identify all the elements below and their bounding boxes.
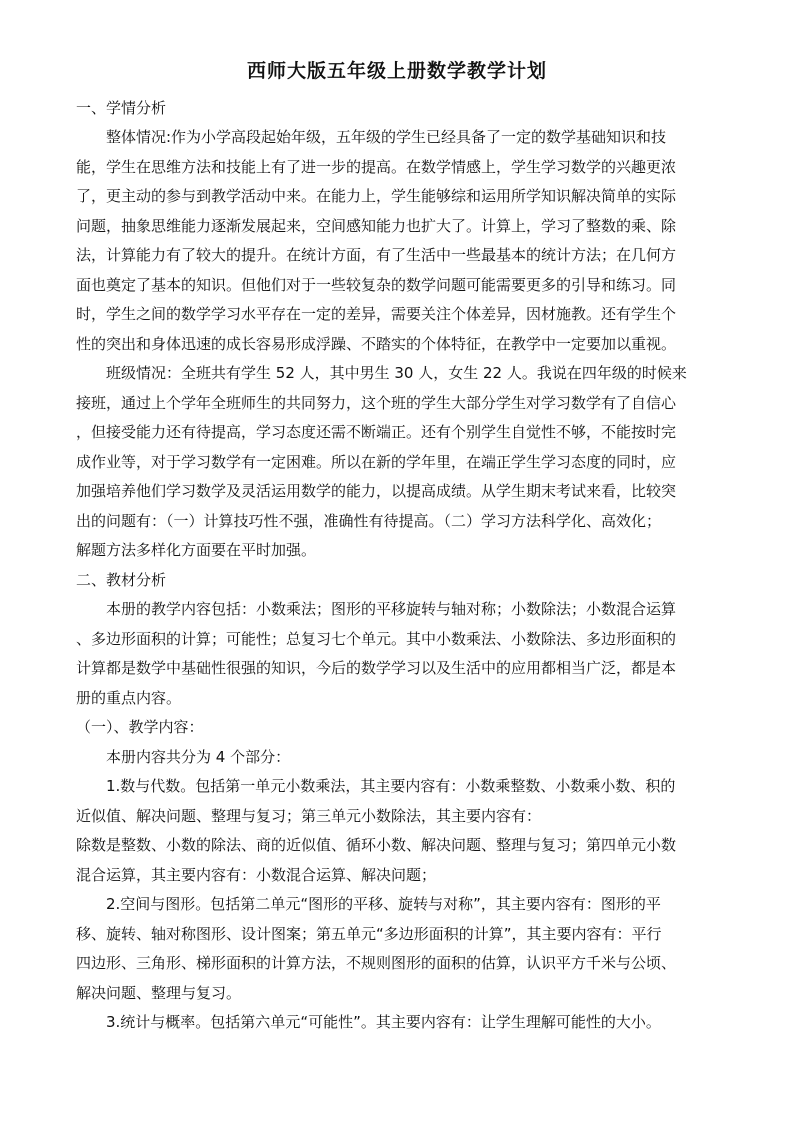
paragraph-line: 解决问题、整理与复习。 [76,984,242,1002]
paragraph-line: 班级情况：全班共有学生 52 人，其中男生 30 人，女生 22 人。我说在四年级的时候来 [106,364,687,382]
paragraph-line: 接班，通过上个学年全班师生的共同努力，这个班的学生大部分学生对学习数学有了自信心 [76,394,677,412]
paragraph-line: 能，学生在思维方法和技能上有了进一步的提高。在数学情感上，学生学习数学的兴趣更浓 [76,158,677,176]
paragraph-line: 法，计算能力有了较大的提升。在统计方面，有了生活中一些最基本的统计方法；在几何方 [76,246,677,264]
paragraph-line: 问题，抽象思维能力逐渐发展起来，空间感知能力也扩大了。计算上，学习了整数的乘、除 [76,217,677,235]
paragraph-line: 性的突出和身体迅速的成长容易形成浮躁、不踏实的个体特征，在教学中一定要加以重视。 [76,335,677,353]
section-heading-textbook-analysis: 二、教材分析 [76,571,167,589]
paragraph-line: 面也奠定了基本的知识。但他们对于一些较复杂的数学问题可能需要更多的引导和练习。同 [76,276,677,294]
paragraph-line: 成作业等，对于学习数学有一定困难。所以在新的学年里，在端正学生学习态度的同时，应 [76,453,677,471]
paragraph-line: 四边形、三角形、梯形面积的计算方法，不规则图形的面积的估算，认识平方千米与公顷、 [76,954,677,972]
paragraph-line: ，但接受能力还有待提高，学习态度还需不断端正。还有个别学生自觉性不够，不能按时完 [76,423,677,441]
paragraph-line: 加强培养他们学习数学及灵活运用数学的能力，以提高成绩。从学生期末考试来看，比较突 [76,482,677,500]
paragraph-line: 1.数与代数。包括第一单元小数乘法，其主要内容有：小数乘整数、小数乘小数、积的 [106,777,676,795]
subsection-heading-teaching-content: （一）、教学内容： [76,718,204,736]
paragraph-line: 2.空间与图形。包括第二单元“图形的平移、旋转与对称”，其主要内容有：图形的平 [106,895,661,913]
document-title: 西师大版五年级上册数学教学计划 [246,60,547,82]
paragraph-line: 混合运算，其主要内容有：小数混合运算、解决问题； [76,866,437,884]
paragraph-line: 3.统计与概率。包括第六单元“可能性”。其主要内容有：让学生理解可能性的大小。 [106,1013,661,1031]
paragraph-line: 出的问题有：（一）计算技巧性不强，准确性有待提高。（二）学习方法科学化、高效化； [76,512,662,530]
paragraph-line: 本册内容共分为 4 个部分： [106,748,291,766]
paragraph-line: 、多边形面积的计算；可能性；总复习七个单元。其中小数乘法、小数除法、多边形面积的 [76,630,677,648]
paragraph-line: 了，更主动的参与到教学活动中来。在能力上，学生能够综和运用所学知识解决简单的实际 [76,187,677,205]
paragraph-line: 除数是整数、小数的除法、商的近似值、循环小数、解决问题、整理与复习；第四单元小数 [76,836,677,854]
paragraph-line: 移、旋转、轴对称图形、设计图案；第五单元“多边形面积的计算”，其主要内容有：平行 [76,925,662,943]
paragraph-line: 册的重点内容。 [76,689,182,707]
section-heading-learning-analysis: 一、学情分析 [76,99,167,117]
paragraph-line: 近似值、解决问题、整理与复习；第三单元小数除法，其主要内容有： [76,807,542,825]
paragraph-line: 时，学生之间的数学学习水平存在一定的差异，需要关注个体差异，因材施教。还有学生个 [76,305,677,323]
paragraph-line: 整体情况:作为小学高段起始年级，五年级的学生已经具备了一定的数学基础知识和技 [106,128,667,146]
paragraph-line: 计算都是数学中基础性很强的知识，今后的数学学习以及生活中的应用都相当广泛，都是本 [76,659,677,677]
paragraph-line: 解题方法多样化方面要在平时加强。 [76,541,317,559]
paragraph-line: 本册的教学内容包括：小数乘法；图形的平移旋转与轴对称；小数除法；小数混合运算 [106,600,677,618]
